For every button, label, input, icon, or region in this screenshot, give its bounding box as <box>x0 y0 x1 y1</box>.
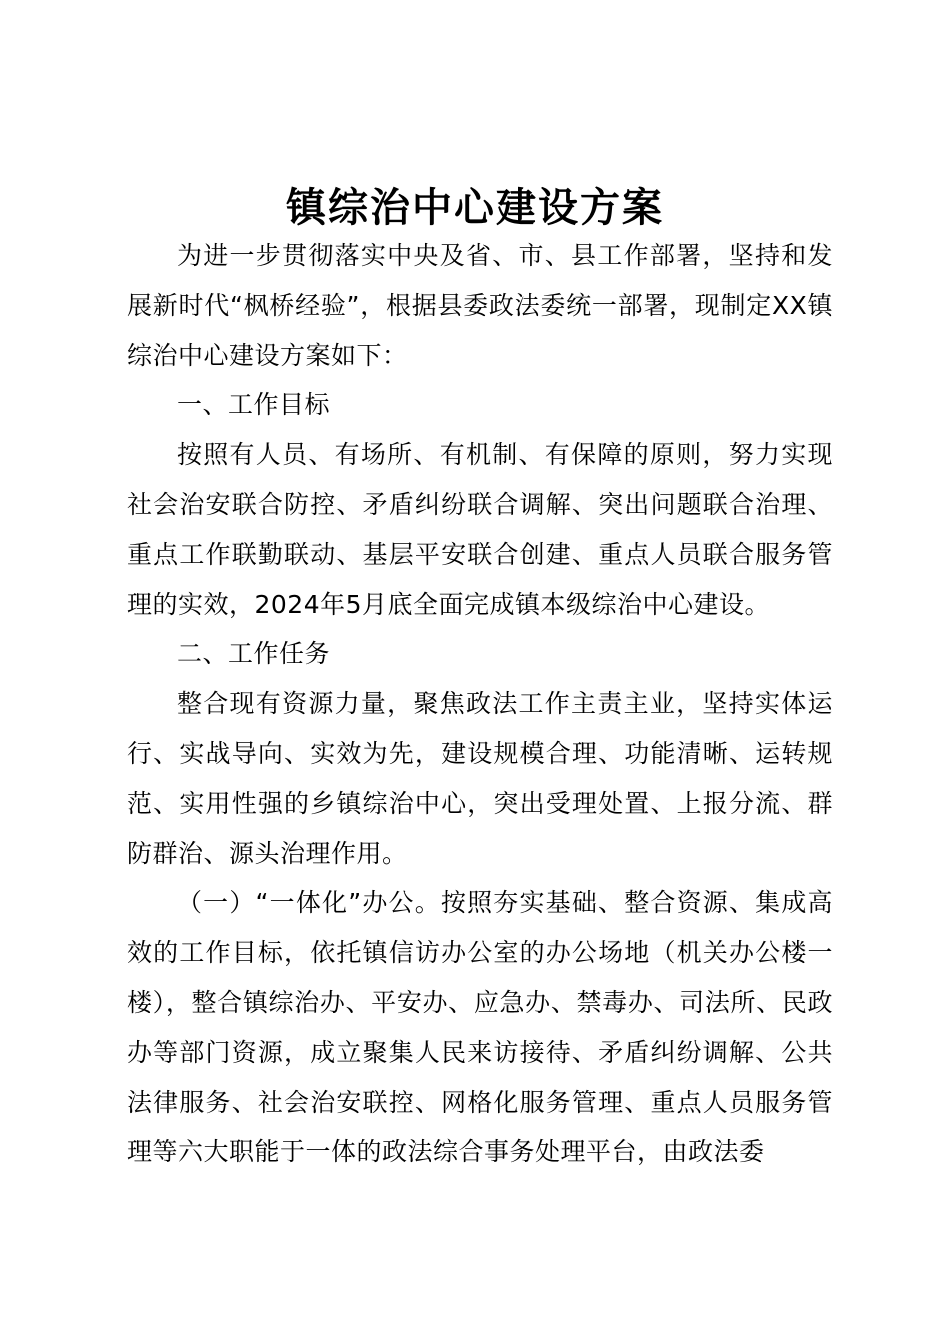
integrated-office-paragraph: （一）“一体化”办公。按照夯实基础、整合资源、集成高效的工作目标，依托镇信访办公室的办公场地（机关办公楼一楼），整合镇综治办、平安办、应急办、禁毒办、司法所、民政办等部门资源，成立聚集人民来访接待、矛盾纠纷调解、公共法律服务、社会治安联控、网格化服务管理、重点人员服务管理等六大职能于一体的政法综合事务处理平台，由政法委 <box>127 888 833 1167</box>
intro-paragraph: 为进一步贯彻落实中央及省、市、县工作部署，坚持和发展新时代“枫桥经验”，根据县委政法委统一部署，现制定XX镇综治中心建设方案如下： <box>127 241 833 370</box>
section-heading-tasks: 二、工作任务 <box>177 639 331 669</box>
section-heading-goals: 一、工作目标 <box>177 390 331 420</box>
document-title: 镇综治中心建设方案 <box>286 184 664 231</box>
goals-paragraph: 按照有人员、有场所、有机制、有保障的原则，努力实现社会治安联合防控、矛盾纠纷联合调解、突出问题联合治理、重点工作联勤联动、基层平安联合创建、重点人员联合服务管理的实效，2024年5月底全面完成镇本级综治中心建设。 <box>127 440 833 619</box>
tasks-paragraph: 整合现有资源力量，聚焦政法工作主责主业，坚持实体运行、实战导向、实效为先，建设规模合理、功能清晰、运转规范、实用性强的乡镇综治中心，突出受理处置、上报分流、群防群治、源头治理作用。 <box>127 689 833 868</box>
document-body <box>127 231 833 1177</box>
